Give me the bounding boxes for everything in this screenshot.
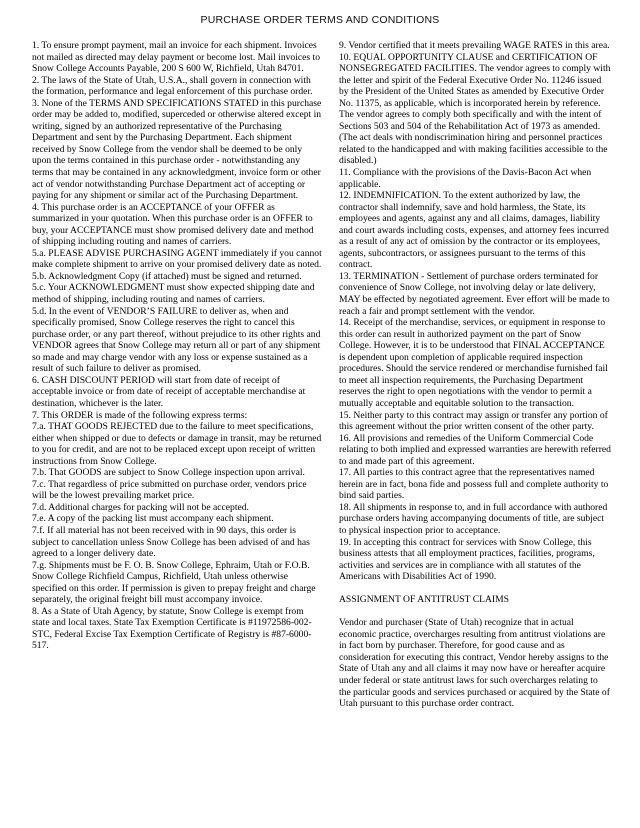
clause-6: 6. CASH DISCOUNT PERIOD will start from date of receipt of acceptable invoice or from date of receipt of acceptable merchandise at destination, whichever is the later.	[32, 374, 306, 409]
clause-12: 12. INDEMNIFICATION. To the extent authorized by law, the contractor shall indemnify, save and hold harmless, the State, its employees and agents, against any and all claims, damages, liability and court awards including costs, expenses, and attorney fees incurred as a result of any act of omission by the contractor or its employees, agents, subcontractors, or assignees pursuant to the terms of this contract.	[339, 190, 609, 271]
clause-18: 18. All shipments in response to, and in full accordance with authored purchase orders having accompanying documents of title, are subject to physical inspection prior to acceptance.	[339, 501, 608, 536]
clause-7d: 7.d. Additional charges for packing will not be accepted.	[32, 501, 249, 513]
clause-8: 8. As a State of Utah Agency, by statute, Snow College is exempt from state and local taxes. State Tax Exemption Certificate is #11972586-002-STC, Federal Excise Tax Exemption Certificate of Registry is #87-6000-517.	[32, 605, 312, 652]
clause-4: 4. This purchase order is an ACCEPTANCE of your OFFER as summarized in your quotation. When this purchase order is an OFFER to buy, your ACCEPTANCE must show promised delivery date and method of shipping including routing and names of carriers.	[32, 201, 314, 248]
clause-7a: 7.a. THAT GOODS REJECTED due to the failure to meet specifications, either when shipped or due to defects or damage in transit, may be returned to you for credit, and are not to be replaced except upon receipt of written instructions from Snow College.	[32, 421, 322, 467]
antitrust-text: Vendor and purchaser (State of Utah) recognize that in actual economic practice, overcharges resulting from antitrust violations are in fact born by purchaser. Therefore, for good cause and as consideration for executing this contract, Vendor hereby assigns to the State of Utah any and all claims it may now have or hereafter acquire under federal or state antitrust laws for such overcharges relating to the particular goods and services purchased or acquired by the State of Utah pursuant to this purchase order contract.	[339, 617, 610, 710]
clause-5b: 5.b. Acknowledgment Copy (if attached) must be signed and returned.	[32, 270, 302, 282]
clause-7b: 7.b. That GOODS are subject to Snow College inspection upon arrival.	[32, 467, 305, 479]
clause-10: 10. EQUAL OPPORTUNITY CLAUSE and CERTIFICATION OF NONSEGREGATED FACILITIES. The vendor agrees to comply with the letter and spirit of the Federal Executive Order No. 11246 issued by the President of the United States as amended by Executive Order No. 11375, as applicable, which is incorporated herein by reference.	[339, 51, 611, 109]
clause-3: 3. None of the TERMS AND SPECIFICATIONS STATED in this purchase order may be added to, modified, superceded or otherwise altered except in writing, signed by an authorized representative of the Purchasing Department and sent by the Purchasing Department. Each shipment received by Snow College from the vendor shall be deemed to be only upon the terms contained in this purchase order - notwithstanding any terms that may be contained in any acknowledgment, invoice form or other act of vendor notwithstanding Purchase Department act of accepting or paying for any shipment or similar act of the Purchasing Department.	[32, 97, 322, 202]
clause-5c: 5.c. Your ACKNOWLEDGMENT must show expected shipping date and method of shipping, including routing and names of carriers.	[32, 282, 315, 306]
clause-1: 1. To ensure prompt payment, mail an invoice for each shipment. Invoices not mailed as directed may delay payment or become lost. Mail invoices to Snow College Accounts Payable, 200 S 600 W, Richfield, Utah 84701.	[32, 40, 320, 75]
clause-15: 15. Neither party to this contract may assign or transfer any portion of this agreement without the prior written consent of the other party.	[339, 409, 608, 433]
clause-9: 9. Vendor certified that it meets prevailing WAGE RATES in this area.	[339, 40, 610, 51]
clause-16: 16. All provisions and remedies of the Uniform Commercial Code relating to both implied and expressed warranties are herewith referred to and made part of this agreement.	[339, 432, 611, 467]
right-column	[339, 40, 611, 710]
left-column	[32, 40, 322, 652]
clause-11: 11. Compliance with the provisions of the Davis-Bacon Act when applicable.	[339, 167, 592, 190]
antitrust-heading: ASSIGNMENT OF ANTITRUST CLAIMS	[339, 594, 509, 606]
clause-7: 7. This ORDER is made of the following express terms:	[32, 409, 248, 421]
clause-10-continued: The vendor agrees to comply both specifically and with the intent of Sections 503 and 504 of the Rehabilitation Act of 1973 as amended. (The act deals with nondiscrimination hiring and personnel practices related to the handicapped and with making facilities accessible to the disabled.)	[339, 109, 608, 167]
clause-13: 13. TERMINATION - Settlement of purchase orders terminated for convenience of Snow College, not involving delay or late delivery, MAY be effected by negotiated agreement. Ever effort will be made to reach a fair and prompt settlement with the vendor.	[339, 270, 610, 317]
clause-7g: 7.g. Shipments must be F. O. B. Snow College, Ephraim, Utah or F.O.B. Snow College Richfield Campus, Richfield, Utah unless otherwise specified on this order. If permission is given to prepay freight and charge separately, the original freight bill must accompany invoice.	[32, 559, 316, 606]
clause-5d: 5.d. In the event of VENDOR’S FAILURE to deliver as, when and specifically promised, Snow College reserves the right to cancel this purchase order, or any part thereof, without prejudice to its other rights and VENDOR agrees that Snow College may return all or part of any shipment so made and may charge vendor with any loss or expense sustained as a result of such failure to deliver as promised.	[32, 305, 321, 375]
page-title: PURCHASE ORDER TERMS AND CONDITIONS	[200, 14, 440, 26]
clause-7c: 7.c. That regardless of price submitted on purchase order, vendors price will be the lowest prevailing market price.	[32, 478, 307, 502]
clause-14: 14. Receipt of the merchandise, services, or equipment in response to this order can result in authorized payment on the part of Snow College. However, it is to be understood that FINAL ACCEPTANCE is dependent upon completion of applicable required inspection procedures. Should the service rendered or merchandise furnished fail to meet all inspection requirements, the Purchasing Department reserves the right to open negotiations with the vendor to permit a mutually acceptable and equitable solution to the transaction.	[339, 317, 608, 409]
clause-7f: 7.f. If all material has not been received with in 90 days, this order is subject to cancellation unless Snow College has been advised of and has agreed to a longer delivery date.	[32, 524, 310, 560]
clause-19: 19. In accepting this contract for services with Snow College, this business attests that all employment practices, facilities, programs, activities and services are in compliance with all statutes of the Americans with Disabilities Act of 1990.	[339, 536, 595, 583]
clause-2: 2. The laws of the State of Utah, U.S.A., shall govern in connection with the formation, performance and legal enforcement of this purchase order.	[32, 74, 313, 98]
clause-5a: 5.a. PLEASE ADVISE PURCHASING AGENT immediately if you cannot make complete shipment to arrive on your promised delivery date as noted.	[32, 247, 322, 271]
clause-17: 17. All parties to this contract agree that the representatives named herein are in fact, bona fide and possess full and complete authority to bind said parties.	[339, 467, 609, 502]
clause-7e: 7.e. A copy of the packing list must accompany each shipment.	[32, 513, 274, 525]
